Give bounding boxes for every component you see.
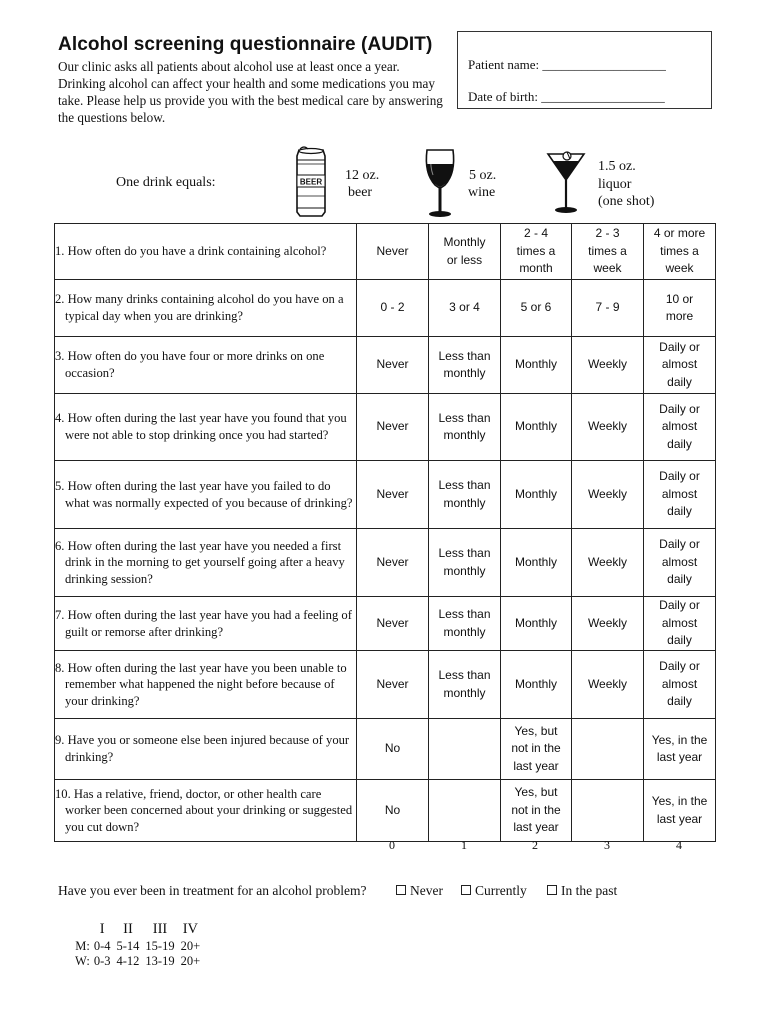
answer-option[interactable]: Daily or almost daily — [644, 337, 716, 394]
question-label: 6. How often during the last year have you needed a first drink in the morning to get yourself going after a heavy drinking session? — [55, 538, 345, 586]
zone-header: I — [99, 921, 105, 937]
question-row — [55, 529, 716, 597]
answer-option[interactable]: Monthly — [501, 394, 572, 461]
answer-option[interactable] — [572, 780, 644, 842]
intro-text: Our clinic asks all patients about alcohol use at least once a year. Drinking alcohol can affect your health and some medications you may take. Please help us provide you with the best medical care by answering the questions below. — [58, 59, 443, 125]
answer-option[interactable]: Less than monthly — [429, 337, 501, 394]
zone-row-label: W: — [75, 954, 90, 968]
question-text — [55, 337, 357, 394]
date-of-birth-field[interactable]: Date of birth: ___________________ — [468, 89, 665, 104]
answer-option[interactable]: Daily or almost daily — [644, 529, 716, 597]
answer-option[interactable]: Monthly — [501, 337, 572, 394]
answer-option[interactable]: Monthly — [501, 461, 572, 529]
zone-value: 20+ — [180, 939, 201, 953]
answer-option[interactable]: Yes, but not in the last year — [501, 780, 572, 842]
answer-option[interactable]: Weekly — [572, 337, 644, 394]
answer-option[interactable]: No — [357, 780, 429, 842]
question-text — [55, 394, 357, 461]
answer-option[interactable]: 4 or more times a week — [644, 224, 716, 280]
answer-option[interactable]: Never — [357, 651, 429, 719]
answer-option[interactable]: 2 - 3 times a week — [572, 224, 644, 280]
score-label: 2 — [532, 838, 538, 852]
score-label: 1 — [461, 838, 467, 852]
question-label: 9. Have you or someone else been injured because of your drinking? — [55, 733, 350, 764]
question-label: 4. How often during the last year have you found that you were not able to stop drinking once you had started? — [55, 411, 347, 442]
answer-option[interactable]: Yes, but not in the last year — [501, 719, 572, 780]
answer-option[interactable]: Weekly — [572, 651, 644, 719]
answer-option[interactable] — [429, 719, 501, 780]
risk-zone-key — [72, 922, 203, 969]
zone-header: III — [152, 921, 168, 937]
answer-option[interactable] — [572, 719, 644, 780]
question-text — [55, 780, 357, 842]
question-row — [55, 224, 716, 280]
question-text — [55, 529, 357, 597]
answer-option[interactable]: 2 - 4 times a month — [501, 224, 572, 280]
wine-label: wine — [468, 185, 496, 200]
question-row — [55, 780, 716, 842]
question-row — [55, 461, 716, 529]
answer-option[interactable]: Daily or almost daily — [644, 651, 716, 719]
answer-option[interactable]: Yes, in the last year — [644, 719, 716, 780]
checkbox-icon[interactable] — [396, 885, 406, 895]
answer-option[interactable]: Less than monthly — [429, 651, 501, 719]
liquor-note: (one shot) — [598, 194, 655, 209]
patient-name-field[interactable]: Patient name: ___________________ — [468, 57, 666, 72]
svg-text:BEER: BEER — [299, 177, 323, 187]
zone-value: 15-19 — [145, 939, 175, 953]
answer-option[interactable]: Daily or almost daily — [644, 394, 716, 461]
answer-option[interactable]: Never — [357, 461, 429, 529]
answer-option[interactable]: Monthly or less — [429, 224, 501, 280]
question-row — [55, 719, 716, 780]
wine-amount: 5 oz. — [469, 168, 497, 183]
checkbox-icon[interactable] — [461, 885, 471, 895]
answer-option[interactable]: Yes, in the last year — [644, 780, 716, 842]
patient-info-box — [457, 31, 712, 109]
answer-option[interactable]: Never — [357, 529, 429, 597]
question-text — [55, 280, 357, 337]
question-row — [55, 280, 716, 337]
score-label: 0 — [389, 838, 395, 852]
question-label: 7. How often during the last year have you had a feeling of guilt or remorse after drinking? — [55, 607, 352, 639]
question-label: 5. How often during the last year have you failed to do what was normally expected of you because of drinking? — [55, 478, 353, 510]
beer-label: beer — [348, 185, 373, 200]
answer-option[interactable]: 5 or 6 — [501, 280, 572, 337]
answer-option[interactable]: 10 or more — [644, 280, 716, 337]
answer-option[interactable]: Never — [357, 224, 429, 280]
answer-option[interactable]: Weekly — [572, 461, 644, 529]
score-row — [356, 838, 715, 854]
question-text — [55, 597, 357, 651]
answer-option[interactable]: 3 or 4 — [429, 280, 501, 337]
score-label: 4 — [676, 838, 682, 852]
question-label: 1. How often do you have a drink containing alcohol? — [55, 244, 327, 259]
question-row — [55, 597, 716, 651]
answer-option[interactable] — [429, 780, 501, 842]
question-row — [55, 337, 716, 394]
treatment-past-option[interactable]: In the past — [547, 883, 617, 899]
score-label: 3 — [604, 838, 610, 852]
beer-amount: 12 oz. — [345, 168, 380, 183]
zone-value: 13-19 — [145, 954, 175, 968]
form-title: Alcohol screening questionnaire (AUDIT) — [58, 34, 433, 55]
answer-option[interactable]: Less than monthly — [429, 597, 501, 651]
answer-option[interactable]: Monthly — [501, 597, 572, 651]
question-text — [55, 224, 357, 280]
zone-header: IV — [182, 921, 199, 937]
answer-option[interactable]: Less than monthly — [429, 461, 501, 529]
zone-value: 5-14 — [116, 939, 140, 953]
answer-option[interactable]: Never — [357, 394, 429, 461]
treatment-never-option[interactable]: Never — [396, 883, 443, 899]
treatment-question: Have you ever been in treatment for an alcohol problem? — [58, 883, 367, 898]
question-row — [55, 651, 716, 719]
answer-option[interactable]: 7 - 9 — [572, 280, 644, 337]
answer-option[interactable]: Less than monthly — [429, 394, 501, 461]
question-text — [55, 461, 357, 529]
question-label: 10. Has a relative, friend, doctor, or other health care worker been concerned about your drinking or suggested you cut down? — [55, 786, 353, 834]
liquor-amount: 1.5 oz. — [598, 159, 636, 174]
cocktail-glass-icon — [545, 150, 587, 216]
answer-option[interactable]: Less than monthly — [429, 529, 501, 597]
treatment-currently-option[interactable]: Currently — [461, 883, 527, 899]
zone-value: 20+ — [180, 954, 201, 968]
answer-option[interactable]: 0 - 2 — [357, 280, 429, 337]
answer-option[interactable]: Daily or almost daily — [644, 597, 716, 651]
answer-option[interactable]: Weekly — [572, 597, 644, 651]
question-text — [55, 651, 357, 719]
audit-questions-table — [54, 223, 716, 842]
question-label: 3. How often do you have four or more drinks on one occasion? — [55, 349, 325, 380]
answer-option[interactable]: Never — [357, 337, 429, 394]
wine-glass-icon — [422, 147, 458, 219]
liquor-label: liquor — [598, 177, 632, 192]
checkbox-icon[interactable] — [547, 885, 557, 895]
question-label: 8. How often during the last year have you been unable to remember what happened the night before because of your drinking? — [55, 660, 347, 708]
answer-option[interactable]: Weekly — [572, 529, 644, 597]
zone-value: 0-4 — [93, 939, 111, 953]
question-text — [55, 719, 357, 780]
beer-can-icon — [292, 146, 330, 218]
question-row — [55, 394, 716, 461]
answer-option[interactable]: No — [357, 719, 429, 780]
answer-option[interactable]: Never — [357, 597, 429, 651]
zone-value: 0-3 — [93, 954, 111, 968]
answer-option[interactable]: Monthly — [501, 529, 572, 597]
answer-option[interactable]: Weekly — [572, 394, 644, 461]
answer-option[interactable]: Daily or almost daily — [644, 461, 716, 529]
zone-value: 4-12 — [116, 954, 140, 968]
zone-header: II — [123, 921, 133, 937]
answer-option[interactable]: Monthly — [501, 651, 572, 719]
one-drink-label: One drink equals: — [116, 175, 216, 190]
zone-row-label: M: — [75, 939, 90, 953]
question-label: 2. How many drinks containing alcohol do you have on a typical day when you are drinking? — [55, 292, 344, 323]
